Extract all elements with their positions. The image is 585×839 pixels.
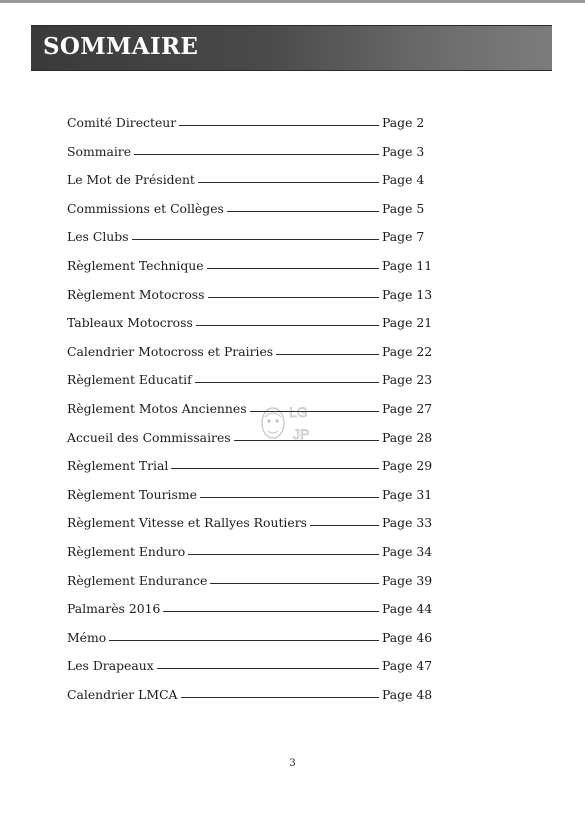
table-of-contents xyxy=(67,115,433,715)
toc-leader-line xyxy=(181,697,380,698)
toc-entry-label: Règlement Vitesse et Rallyes Routiers xyxy=(67,515,307,531)
toc-entry-page: Page 28 xyxy=(382,429,433,445)
watermark-logo-icon xyxy=(253,393,315,451)
toc-leader-line xyxy=(163,611,379,612)
toc-entry-label: Règlement Educatif xyxy=(67,372,192,388)
toc-entry-label: Les Clubs xyxy=(67,229,129,245)
toc-entry-label: Palmarès 2016 xyxy=(67,601,161,617)
toc-entry-label: Règlement Trial xyxy=(67,458,169,474)
toc-leader-line xyxy=(179,125,379,126)
toc-leader-line xyxy=(188,554,379,555)
toc-leader-line xyxy=(157,668,379,669)
toc-entry xyxy=(67,144,429,173)
toc-leader-line xyxy=(195,382,379,383)
toc-leader-line xyxy=(171,468,379,469)
toc-entry-label: Calendrier Motocross et Prairies xyxy=(67,343,274,359)
toc-entry-label: Sommaire xyxy=(67,143,132,159)
toc-leader-line xyxy=(207,268,379,269)
toc-entry-page: Page 13 xyxy=(382,286,433,302)
toc-entry-label: Mémo xyxy=(67,629,107,645)
toc-entry xyxy=(67,201,429,230)
toc-entry-label: Accueil des Commissaires xyxy=(67,429,231,445)
toc-entry-label: Calendrier LMCA xyxy=(67,686,178,702)
toc-entry-page: Page 5 xyxy=(382,200,425,216)
toc-entry-page: Page 34 xyxy=(382,543,433,559)
watermark-text-bottom: JP xyxy=(293,426,310,442)
watermark-text-top: LG xyxy=(289,404,308,420)
toc-entry-page: Page 11 xyxy=(382,257,433,273)
toc-entry xyxy=(67,372,433,401)
toc-entry xyxy=(67,429,433,459)
toc-entry-label: Commissions et Collèges xyxy=(67,200,224,216)
toc-entry xyxy=(67,172,429,201)
toc-leader-line xyxy=(196,325,379,326)
page-top-edge xyxy=(0,0,585,3)
toc-leader-line xyxy=(134,154,379,155)
toc-entry-label: Règlement Motos Anciennes xyxy=(67,400,247,416)
toc-entry xyxy=(67,229,429,258)
toc-entry xyxy=(67,115,429,144)
toc-entry-label: Les Drapeaux xyxy=(67,658,154,674)
toc-leader-line xyxy=(227,211,379,212)
toc-entry-page: Page 29 xyxy=(382,458,433,474)
toc-entry-label: Règlement Motocross xyxy=(67,286,205,302)
toc-entry xyxy=(67,572,433,602)
header-bar xyxy=(31,25,552,71)
toc-entry-page: Page 46 xyxy=(382,629,433,645)
toc-entry xyxy=(67,315,433,344)
toc-entry-page: Page 7 xyxy=(382,229,425,245)
toc-leader-line xyxy=(132,239,379,240)
toc-leader-line xyxy=(200,497,379,498)
page-number: 3 xyxy=(289,758,296,769)
toc-entry-label: Règlement Enduro xyxy=(67,543,186,559)
toc-entry-page: Page 39 xyxy=(382,572,433,588)
toc-entry xyxy=(67,601,433,630)
toc-entry-page: Page 3 xyxy=(382,143,425,159)
toc-entry-page: Page 22 xyxy=(382,343,433,359)
toc-entry-page: Page 21 xyxy=(382,315,433,331)
toc-entry xyxy=(67,686,433,716)
toc-entry-page: Page 33 xyxy=(382,515,433,531)
toc-entry-page: Page 48 xyxy=(382,686,433,702)
toc-entry-page: Page 2 xyxy=(382,115,425,130)
toc-entry-label: Comité Directeur xyxy=(67,115,177,130)
toc-leader-line xyxy=(208,297,380,298)
toc-entry-page: Page 31 xyxy=(382,486,433,502)
toc-entry xyxy=(67,629,433,659)
toc-entry-page: Page 4 xyxy=(382,172,425,188)
toc-entry-label: Règlement Tourisme xyxy=(67,486,197,502)
toc-entry-page: Page 44 xyxy=(382,601,433,617)
toc-entry-label: Règlement Endurance xyxy=(67,572,208,588)
toc-entry xyxy=(67,658,433,687)
toc-leader-line xyxy=(198,182,379,183)
toc-leader-line xyxy=(276,354,379,355)
toc-entry-label: Tableaux Motocross xyxy=(67,315,193,331)
toc-entry xyxy=(67,458,433,487)
toc-leader-line xyxy=(109,640,379,641)
page-title: SOMMAIRE xyxy=(43,33,199,60)
toc-entry xyxy=(67,343,433,373)
toc-entry-page: Page 27 xyxy=(382,400,433,416)
toc-entry-page: Page 23 xyxy=(382,372,433,388)
toc-entry xyxy=(67,543,433,573)
toc-entry xyxy=(67,486,433,516)
toc-entry xyxy=(67,515,433,544)
toc-entry xyxy=(67,257,433,287)
toc-leader-line xyxy=(310,525,379,526)
toc-entry xyxy=(67,400,433,430)
toc-entry-label: Le Mot de Président xyxy=(67,172,195,188)
toc-entry xyxy=(67,286,433,316)
toc-entry-page: Page 47 xyxy=(382,658,433,674)
toc-leader-line xyxy=(210,583,379,584)
toc-entry-label: Règlement Technique xyxy=(67,257,204,273)
